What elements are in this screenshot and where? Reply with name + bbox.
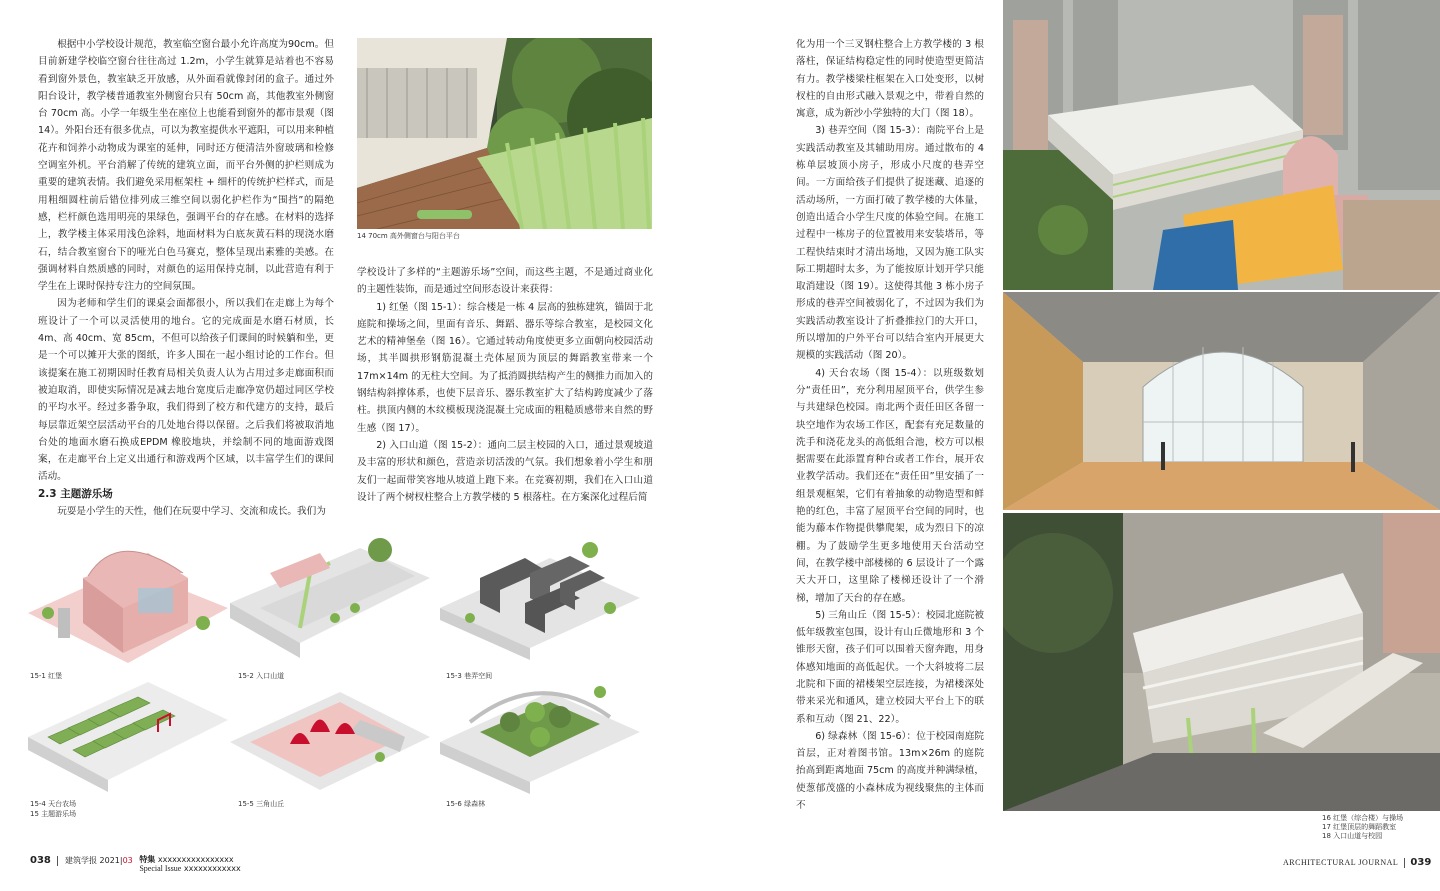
paragraph: 玩耍是小学生的天性，他们在玩耍中学习、交流和成长。我们为: [57, 505, 326, 517]
diagram-red-fort: [28, 528, 228, 668]
special-issue-en: Special Issue: [139, 864, 182, 873]
special-issue-cn: 特集: [139, 855, 156, 864]
diagram-triangle-hill: [230, 662, 430, 802]
right-text-column: [796, 36, 984, 814]
right-footer: [1283, 857, 1431, 868]
caption-line: 18 入口山道与校园: [1322, 832, 1383, 840]
left-text-column-2: [357, 264, 653, 506]
caption-fig16-18: [1322, 814, 1440, 841]
paragraph: 1) 红堡（图 15-1）：综合楼是一栋 4 层高的独栋建筑，锚固于北庭院和操场之间，里面有音乐、舞蹈、器乐等综合教室，是校园文化艺术的精神堡垒（图 16）。它通过转动角度使更多立面朝向校园活动场，其半圆拱形钢筋混凝土壳体屋顶为顶层的舞蹈教室带来一个17m×14m 的无柱大空间。为了抵消圆拱结构产生的侧推力而加入的钢结构斜撑体系，也使下层音乐、器乐教室扩大了结构跨度减少了落柱。拱顶内侧的木纹模板现浇混凝土完成面的粗糙质感带来自然的野生感（图 17）。: [357, 301, 653, 434]
page-number-left: 038: [30, 855, 51, 866]
caption-15-2: 15-2 入口山道: [238, 672, 285, 680]
caption-line: 16 红堡（综合楼）与操场: [1322, 814, 1404, 822]
entrance-illustration: [1003, 513, 1440, 811]
left-footer: 038 建筑学报 2021|03 特集 xxxxxxxxxxxxxxxx Special Issue xxxxxxxxxxxx: [30, 855, 241, 873]
caption-15: 15 主题游乐场: [30, 810, 77, 818]
caption-line: 17 红堡顶层的舞蹈教室: [1322, 823, 1397, 831]
special-issue-cn-x: xxxxxxxxxxxxxxxx: [157, 855, 234, 864]
photo-dance-classroom: [1003, 292, 1440, 510]
aerial-photo-illustration: [1003, 0, 1440, 290]
photo-balcony-platform: [357, 38, 652, 229]
paragraph: 4) 天台农场（图 15-4）：以班级数划分“责任田”，充分利用屋顶平台，供学生参与共建绿色校园。南北两个责任田区各留一块空地作为农场工作区，配套有充足数量的洗手和浇花龙头的高低组合池，校方可以根据需要在此添置育种台或者工作台，展开农业教学活动。我们还在“责任田”里安插了一组景观框架，它们有着抽象的动物造型和鲜艳的红色，丰富了屋顶平台空间的同时，也能为藤本作物提供攀爬架，成为烈日下的凉棚。为了鼓励学生更多地使用天台活动空间，在教学楼中部楼梯的 6 层设计了一个露天大开口，这里除了楼梯还设计了一个滑梯，增加了天台的存在感。: [796, 367, 984, 604]
photo-red-fort-playground: [1003, 0, 1440, 290]
issue-number: 03: [122, 856, 133, 865]
journal-name-en: ARCHITECTURAL JOURNAL: [1283, 858, 1399, 867]
special-issue-en-x: xxxxxxxxxxxx: [183, 864, 241, 873]
diagram-alley-space: [440, 528, 640, 668]
caption-15-6: 15-6 绿森林: [446, 800, 486, 808]
paragraph: 2) 入口山道（图 15-2）：通向二层主校园的入口，通过景观坡道及丰富的形状和颜色，营造亲切活泼的气氛。我们想象着小学生和朋友们一起面带笑容地从坡道上跑下来。在竞赛初期，我们在入口山道设计了两个树杈柱整合上方教学楼的 5 根落柱。在方案深化过程后简: [357, 439, 653, 503]
paragraph: 根据中小学校设计规范，教室临空窗台最小允许高度为90cm。但目前新建学校临空窗台往往高过 1.2m，小学生就算是站着也不容易看到窗外景色，教室缺乏开放感，从外面看就像封闭的盒子。通过外阳台设计，教学楼普通教室外侧窗台只有 50cm 高，其他教室外侧窗台 70cm 高。小学一年级生坐在座位上也能看到窗外的都市景观（图 14）。外阳台还有很多优点，可以为教室提供水平遮阳，可以用来种植花卉和饲养小动物成为课室的延伸，同时还方便清洁外窗玻璃和检修空调室外机。平台消解了传统的建筑立面，而平台外侧的护栏则成为重要的建筑表情。我们避免采用框架柱 + 细杆的传统护栏样式，而是用粗细圆柱前后错位排列成三维空间以弱化护栏作为“围挡”的隔绝感，栏杆颜色选用明亮的果绿色，强调平台的存在感。在材料的选择上，教学楼主体采用浅色涂料，地面材料为白底灰黄石料的现浇水磨石，结合教室窗台下的哑光白色马赛克，整体呈现出素雅的美感。在强调材料自然质感的同时，对颜色的运用保持克制，以此营造有利于学生在上课时保持专注力的空间氛围。: [38, 39, 334, 293]
paragraph: 5) 三角山丘（图 15-5）：校园北庭院被低年级教室包围，设计有山丘微地形和 3 个锥形天窗，孩子们可以围着天窗奔跑，用身体感知地面的高低起伏。一个大斜坡将二层北院和下面的裙楼架空层连接，为裙楼深处带来采光和通风，建立校园大平台上下的联系和互动（图 21、22）。: [796, 609, 984, 725]
section-heading: 2.3 主题游乐场: [38, 487, 113, 500]
journal-name: 建筑学报: [64, 856, 97, 865]
paragraph: 3) 巷弄空间（图 15-3）：南院平台上是实践活动教室及其辅助用房。通过散布的 4 栋单层坡顶小房子，形成小尺度的巷弄空间。一方面给孩子们提供了捉迷藏、追逐的活动场所，一方面打破了教学楼的大体量，创造出适合小学生尺度的体验空间。在施工过程中一栋房子的位置被用来安装塔吊，等工程快结束时才清出场地，又因为施工队实际工期超时太多，为了能按原计划开学只能取消建设（图 19）。这使得其他 3 栋小房子形成的巷弄空间被弱化了，不过因为我们为实践活动教室设计了折叠推拉门的大开口，所以增加的户外平台可以结合室内开展更大规模的实践活动（图 20）。: [796, 125, 984, 362]
diagram-rooftop-farm: [28, 662, 228, 802]
caption-15-3: 15-3 巷弄空间: [446, 672, 493, 680]
photo-entrance-slope: [1003, 513, 1440, 811]
diagram-green-forest: [440, 662, 640, 802]
diagram-entrance-slope: [230, 528, 430, 668]
caption-fig14: 14 70cm 高外侧窗台与阳台平台: [357, 232, 460, 240]
caption-15-4: 15-4 天台农场: [30, 800, 77, 808]
paragraph: 因为老师和学生们的课桌会面都很小，所以我们在走廊上为每个班设计了一个可以灵活使用的地台。它的完成面是水磨石材质，长4m、高 40cm、宽 85cm，不但可以给孩子们课间的时候躺和坐，更是一个可以摊开大张的图纸，许多人围在一起小组讨论的工作台。但该提案在施工初期因时任教育局相关负责人认为占用过多走廊面积而被迫取消，即使实际情况是减去地台宽度后走廊净宽仍超过同区学校的平均水平。经过多番争取，我们得到了校方和代建方的支持，最后每层靠近架空层活动平台的几处地台得以保留。之后我们将被取消地台处的地面水磨石换成EPDM 橡胶地块，并绘制不同的地面游戏图案，在走廊平台上定义出通行和游戏两个区域，以丰富学生们的课间活动。: [38, 298, 334, 483]
issue-year: 2021: [99, 856, 120, 865]
left-text-column-1: [38, 36, 334, 520]
paragraph: 化为用一个三叉钢柱整合上方教学楼的 3 根落柱，保证结构稳定性的同时使造型更简洁有力。教学楼梁柱框架在入口处变形，以树杈柱的自由形式融入景观之中，带着自然的寓意，成为新沙小学独特的大门（图 18）。: [796, 39, 984, 120]
caption-15-1: 15-1 红堡: [30, 672, 63, 680]
caption-15-5: 15-5 三角山丘: [238, 800, 285, 808]
page-number-right: 039: [1410, 857, 1432, 868]
paragraph: 6) 绿森林（图 15-6）：位于校园南庭院首层，正对着图书馆。13m×26m 的庭院抬高到距离地面 75cm 的高度并种满绿植，使葱郁茂盛的小森林成为视线聚焦的主体而不: [796, 730, 984, 812]
dance-room-illustration: [1003, 292, 1440, 510]
balcony-photo-illustration: [357, 38, 652, 229]
paragraph: 学校设计了多样的“主题游乐场”空间，而这些主题，不是通过商业化的主题性装饰，而是通过空间形态设计来获得：: [357, 267, 653, 296]
